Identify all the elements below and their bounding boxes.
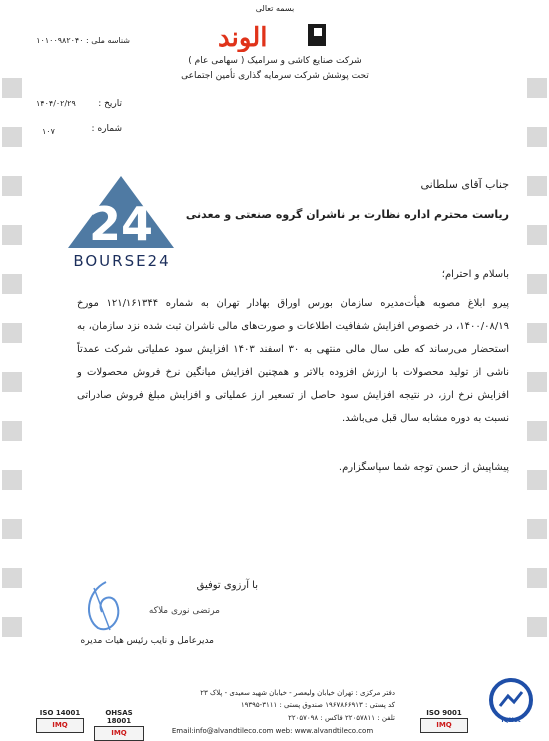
- number-label: شماره :: [91, 124, 122, 134]
- recipient: جناب آقای سلطانی: [420, 178, 509, 191]
- imq-badge: IMQ: [36, 718, 84, 733]
- date-label: تاریخ :: [98, 99, 122, 109]
- basmala: بسمه تعالی: [255, 4, 295, 13]
- imq-badge: IMQ: [420, 718, 468, 733]
- cert-iso9001: [420, 709, 468, 733]
- cert-iso14001-label: ISO 14001: [39, 709, 81, 717]
- cert-ohsas-label: OHSAS 18001: [105, 709, 133, 725]
- bourse24-watermark-text: BOURSE24: [73, 252, 171, 270]
- imq-badge: IMQ: [94, 726, 144, 741]
- footer-postal: کد پستی : ۱۹۶۷۸۶۶۹۱۳ صندوق پستی : ۳۱۱۱-۱۹۳۹۵: [240, 701, 395, 709]
- closing: پیشاپیش از حسن توجه شما سپاسگزارم.: [338, 462, 509, 473]
- signatory-name: مرتضی نوری ملاکه: [148, 606, 220, 616]
- alvand-logo-text: الوند: [218, 23, 268, 52]
- company-name: شرکت صنایع کاشی و سرامیک ( سهامی عام ): [188, 56, 362, 66]
- bourse24-mark-text: 24: [88, 197, 154, 250]
- signatory-title: مدیرعامل و نایب رئیس هیات مدیره: [80, 636, 214, 646]
- footer-email-web: Email:info@alvandtileco.com web: www.alvandtileco.com: [171, 727, 374, 735]
- footer-address: دفتر مرکزی : تهران خیابان ولیعصر - خیابان شهید سعیدی - پلاک ۲۳: [200, 689, 395, 697]
- cert-iso9001-label: ISO 9001: [426, 709, 462, 717]
- cert-ohsas18001: [94, 709, 144, 741]
- greeting: باسلام و احترام؛: [441, 269, 509, 280]
- letter-body: پیرو ابلاغ مصوبه هیأت‌مدیره سازمان بورس اوراق بهادار تهران به شماره ۱۲۱/۱۶۱۳۴۴ مورخ ۱۴۰۰/۰۸/۱۹، در خصوص افزایش شفافیت اطلاعات و صورت‌های مالی ناشران ثبت شده نزد سازمان، به استحضار می‌رساند که طی سال مالی منتهی به ۳۰ اسفند ۱۴۰۳ افزایش سود عملیاتی شرکت عمدتاً ناشی از تولید محصولات با ارزش افزوده بالاتر و همچنین افزایش میانگین نرخ فروش محصولات و افزایش نرخ ارز، در نتیجه افزایش سود حاصل از تسعیر ارز عملیاتی و افزایش مبلغ فروش صادراتی نسبت به دوره مشابه سال قبل می‌باشد.: [77, 298, 509, 424]
- footer-phone: تلفن : ۲۲۰۵۷۸۱۱ فاکس : ۲۲۰۵۷۰۹۸: [288, 714, 395, 722]
- iqnet-cert-icon: [488, 678, 534, 724]
- left-border-squares: [0, 78, 36, 666]
- bourse24-watermark-icon: [66, 174, 176, 250]
- cert-iso14001: [36, 709, 84, 733]
- company-parent: تحت پوشش شرکت سرمایه گذاری تأمین اجتماعی: [181, 71, 369, 81]
- date-value: ۱۴۰۴/۰۲/۲۹: [36, 99, 76, 108]
- recipient-position: ریاست محترم اداره نظارت بر ناشران گروه صنعتی و معدنی: [185, 208, 509, 221]
- signature-salutation: با آرزوی توفیق: [196, 580, 258, 591]
- national-id: شناسه ملی : ۱۰۱۰۰۹۸۲۰۴۰: [36, 36, 130, 45]
- number-value: ۱۰۷: [42, 127, 55, 136]
- alvand-logo: [214, 18, 334, 52]
- iqnet-text: IQNet: [501, 717, 521, 724]
- right-border-squares: [513, 78, 549, 666]
